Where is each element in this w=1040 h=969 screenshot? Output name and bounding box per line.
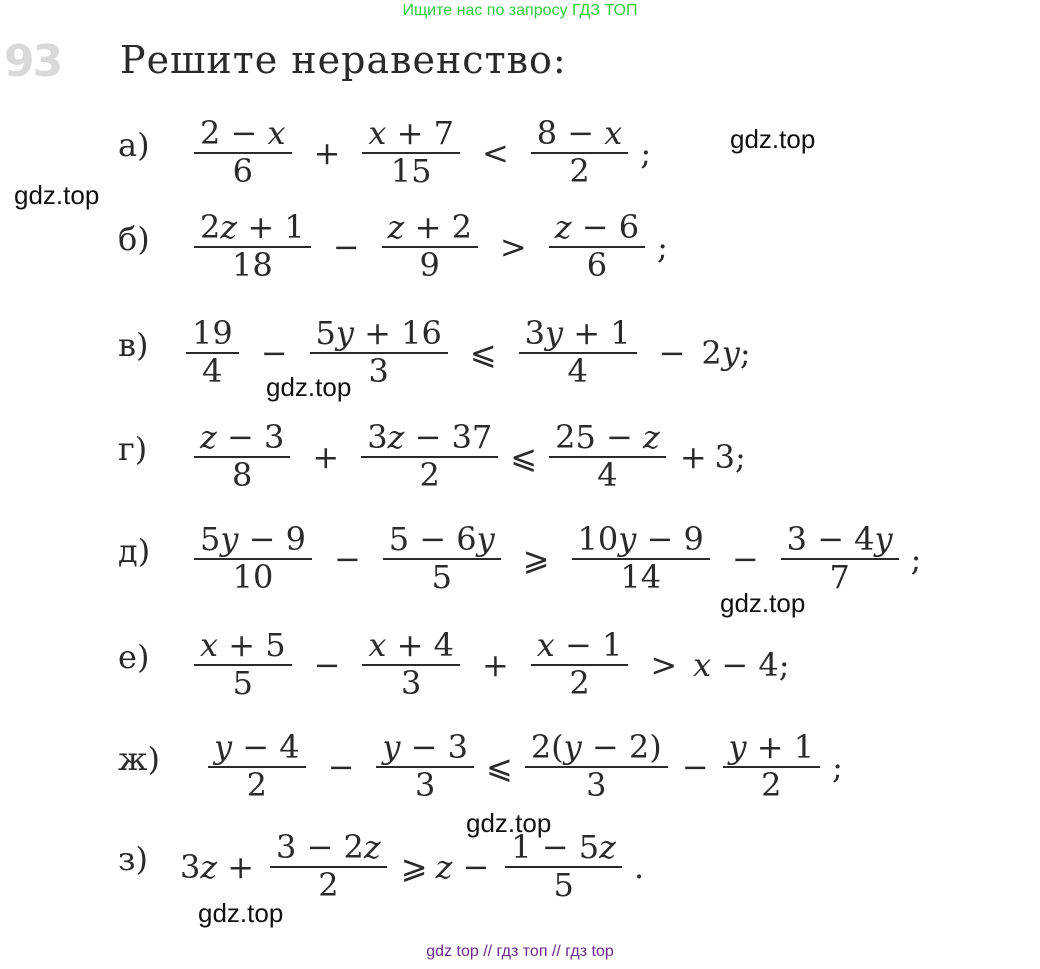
inequality: $\frac{19}{4}$ − $\frac{5y + 16}{3}$ ⩽ $\frac{3y + 1}{4}$ − 2y; [180,308,751,398]
problem-number: 93 [4,36,62,87]
watermark: gdz.top [14,180,100,210]
item-label: г) [118,430,148,468]
watermark: gdz.top [266,372,352,402]
footer-text: gdz top // гдз топ // гдз top [426,943,614,960]
item-label: д) [118,532,151,570]
task-title: Решите неравенство: [120,38,567,82]
item-label: з) [118,840,148,878]
item-label: е) [118,638,150,676]
search-hint-link[interactable]: Ищите нас по запросу ГДЗ ТОП [402,2,638,19]
watermark: gdz.top [730,124,816,154]
inequality: 3z + $\frac{3 - 2z}{2}$ ⩾ z − $\frac{1 - 5z}{5}$ . [180,828,645,904]
item-label: а) [118,126,150,164]
inequality: $\frac{z - 3}{8}$ + $\frac{3z - 37}{2}$ ⩽ $\frac{25 - z}{4}$ + 3; [188,412,746,502]
inequality: $\frac{2 - x}{6}$ + $\frac{x + 7}{15}$ < $\frac{8 - x}{2}$ ; [188,108,651,198]
item-label: б) [118,220,150,258]
inequality: $\frac{x + 5}{5}$ − $\frac{x + 4}{3}$ + $\frac{x - 1}{2}$ > x − 4; [188,620,789,710]
watermark: gdz.top [198,898,284,928]
watermark: gdz.top [466,808,552,838]
inequality: $\frac{y - 4}{2}$ − $\frac{y - 3}{3}$ ⩽ $\frac{2(y - 2)}{3}$ − $\frac{y + 1}{2}$ ; [202,722,843,812]
watermark: gdz.top [720,588,806,618]
item-label: ж) [118,740,160,778]
inequality: $\frac{2z + 1}{18}$ − $\frac{z + 2}{9}$ > $\frac{z - 6}{6}$ ; [188,202,668,292]
item-label: в) [118,326,149,364]
inequality: $\frac{5y - 9}{10}$ − $\frac{5 - 6y}{5}$ ⩾ $\frac{10y - 9}{14}$ − $\frac{3 - 4y}{7}$ ; [188,514,921,604]
